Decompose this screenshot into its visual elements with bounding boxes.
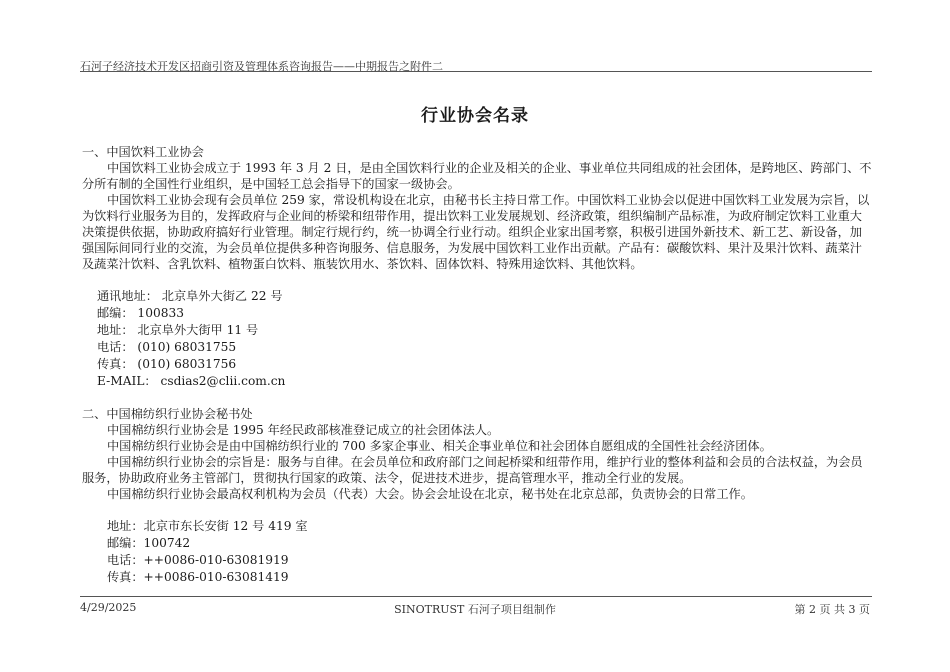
page-header: 石河子经济技术开发区招商引资及管理体系咨询报告——中期报告之附件二 [80,60,443,73]
section2-contact-block [82,518,872,586]
phone: 电话： (010) 68031755 [97,340,237,354]
footer-credit: SINOTRUST 石河子项目组制作 [394,603,556,616]
section2-paragraph-1: 中国棉纺织行业协会是 1995 年经民政部核准登记成立的社会团体法人。 [107,423,500,437]
section2-paragraph-3: 中国棉纺织行业协会的宗旨是：服务与自律。在会员单位和政府部门之间起桥梁和纽带作用，维护行业的整体利益和会员的合法权益，为会员服务，协助政府业务主管部门，贯彻执行国家的政策、法令，促进技术进步，提高管理水平，推动全行业的发展。 [82,455,863,485]
fax: 传真： (010) 68031756 [97,357,237,371]
email: E-MAIL： csdias2@clii.com.cn [97,374,286,388]
document-body [82,144,872,586]
postal-code: 邮编：100742 [107,536,191,550]
footer-date: 4/29/2025 [80,601,137,614]
footer-divider [80,596,872,597]
section2-paragraph-2: 中国棉纺织行业协会是由中国棉纺织行业的 700 多家企事业、相关企事业单位和社会团体自愿组成的全国性社会经济团体。 [107,439,772,453]
mailing-address: 通讯地址： 北京阜外大街乙 22 号 [97,289,283,303]
phone: 电话：++0086-010-63081919 [107,553,289,567]
fax: 传真：++0086-010-63081419 [107,570,289,584]
section1-heading: 一、中国饮料工业协会 [82,145,204,159]
section2-heading: 二、中国棉纺织行业协会秘书处 [82,407,253,421]
address: 地址： 北京阜外大街甲 11 号 [97,323,259,337]
page-title: 行业协会名录 [421,106,529,126]
postal-code: 邮编： 100833 [97,306,184,320]
footer-page-number: 第 2 页 共 3 页 [794,603,870,616]
section1-paragraph-1: 中国饮料工业协会成立于 1993 年 3 月 2 日，是由全国饮料行业的企业及相关的企业、事业单位共同组成的社会团体，是跨地区、跨部门、不分所有制的全国性行业组织，是中国轻工总会指导下的国家一级协会。 [82,161,872,191]
header-divider [80,71,872,72]
address: 地址：北京市东长安街 12 号 419 室 [107,519,308,533]
section1-contact-block [82,288,872,390]
section2-paragraph-4: 中国棉纺织行业协会最高权利机构为会员（代表）大会。协会会址设在北京，秘书处在北京总部，负责协会的日常工作。 [107,487,753,501]
section1-paragraph-2: 中国饮料工业协会现有会员单位 259 家，常设机构设在北京，由秘书长主持日常工作。中国饮料工业协会以促进中国饮料工业发展为宗旨，以为饮料行业服务为目的，发挥政府与企业间的桥梁和纽带作用，提出饮料工业发展规划、经济政策，组织编制产品标准，为政府制定饮料工业重大决策提供依据，协助政府搞好行业管理。制定行规行约，统一协调全行业行动。组织企业家出国考察，积极引进国外新技术、新工艺、新设备，加强国际间同行业的交流，为会员单位提供多种咨询服务、信息服务，为发展中国饮料工业作出贡献。产品有：碳酸饮料、果汁及果汁饮料、蔬菜汁及蔬菜汁饮料、含乳饮料、植物蛋白饮料、瓶装饮用水、茶饮料、固体饮料、特殊用途饮料、其他饮料。 [82,193,870,271]
